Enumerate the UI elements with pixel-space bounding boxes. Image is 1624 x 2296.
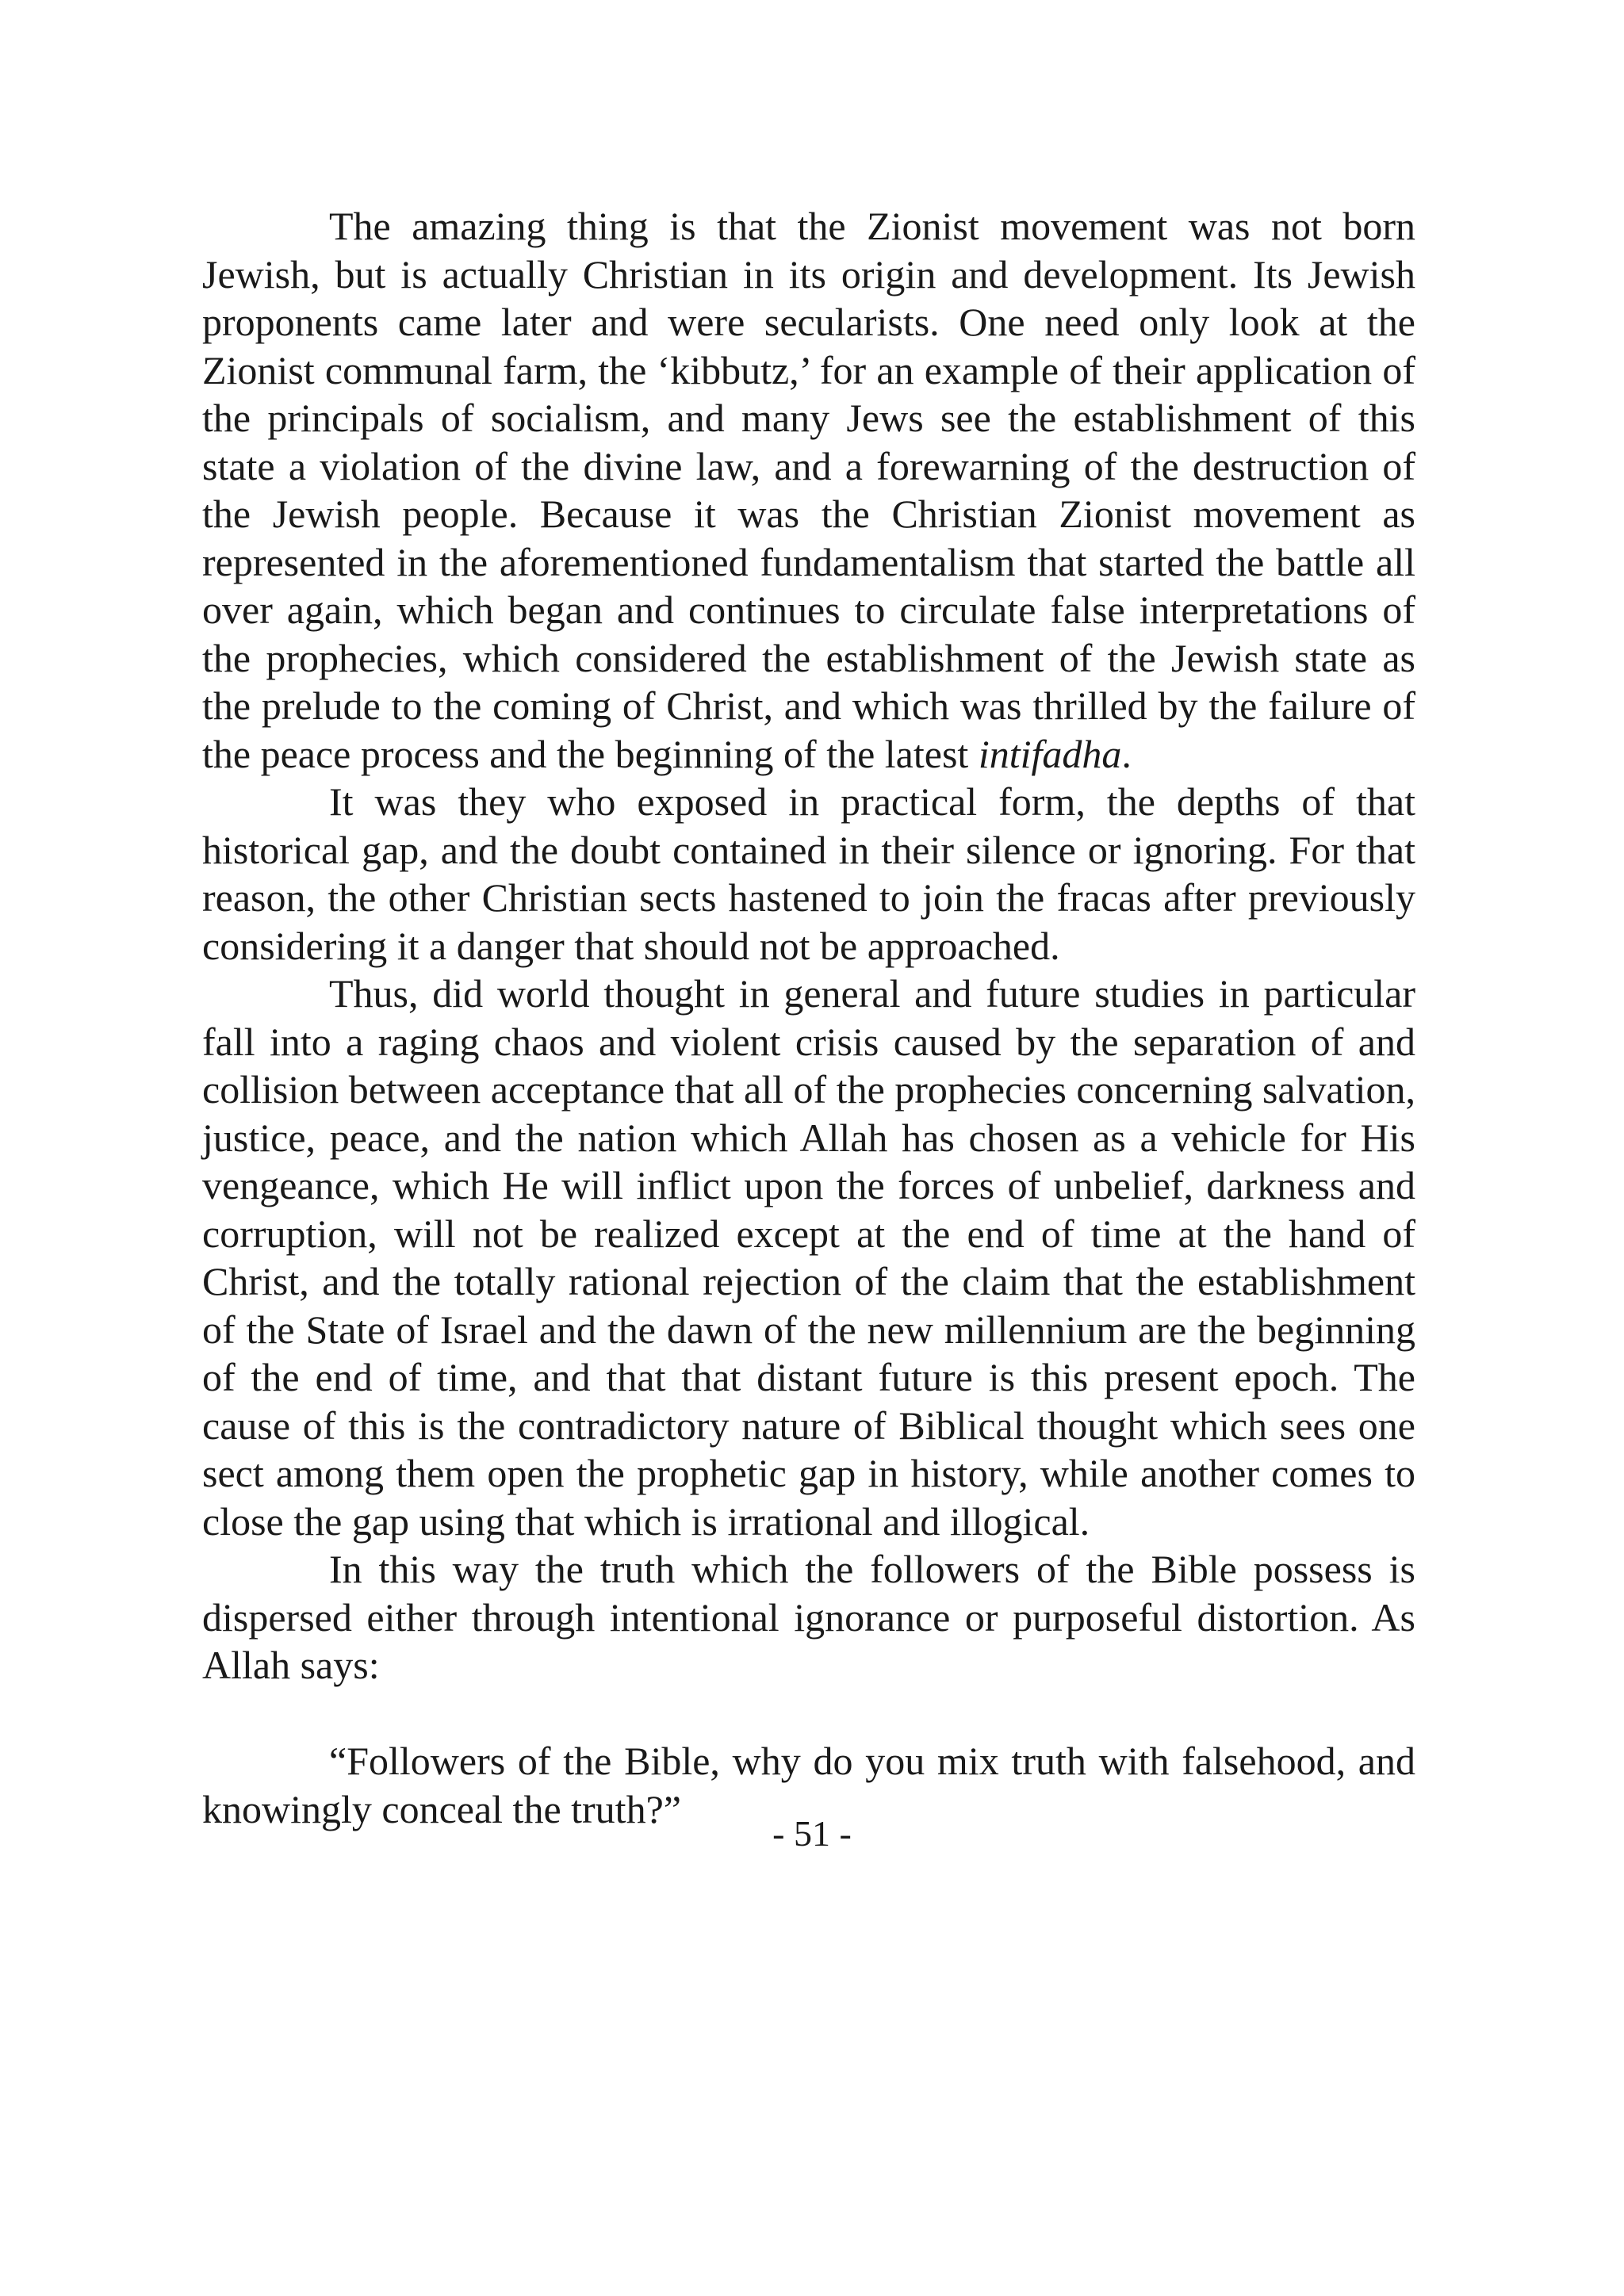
- italic-term-intifadha: intifadha: [978, 731, 1122, 776]
- paragraph-4: In this way the truth which the followers of the Bible possess is dispersed either through intentional ignorance or purposeful distortion. As Allah says:: [202, 1547, 1415, 1687]
- quotation: “Followers of the Bible, why do you mix truth with falsehood, and knowingly conceal the truth?”: [202, 1739, 1415, 1831]
- page-number: - 51 -: [772, 1813, 852, 1854]
- paragraph-2: It was they who exposed in practical form, the depths of that historical gap, and the doubt contained in their silence or ignoring. For that reason, the other Christian sects hastened to join the fracas after previously considering it a danger that should not be approached.: [202, 779, 1415, 968]
- paragraph-1-text: The amazing thing is that the Zionist movement was not born Jewish, but is actually Christian in its origin and development. Its Jewish proponents came later and were secularists. One need only look at the Zionist communal farm, the ‘kibbutz,’ for an example of their application of the principals of socialism, and many Jews see the establishment of this state a violation of the divine law, and a forewarning of the destruction of the Jewish people. Because it was the Christian Zionist movement as represented in the aforementioned fundamentalism that started the battle all over again, which began and continues to circulate false interpretations of the prophecies, which considered the establishment of the Jewish state as the prelude to the coming of Christ, and which was thrilled by the failure of the peace process and the beginning of the latest: [202, 204, 1415, 776]
- paragraph-1-end: .: [1121, 731, 1132, 776]
- body-text: [202, 202, 1415, 1833]
- paragraph-1: [202, 202, 1415, 778]
- paragraph-3: Thus, did world thought in general and future studies in particular fall into a raging chaos and violent crisis caused by the separation of and collision between acceptance that all of the prophecies concerning salvation, justice, peace, and the nation which Allah has chosen as a vehicle for His vengeance, which He will inflict upon the forces of unbelief, darkness and corruption, will not be realized except at the end of time at the hand of Christ, and the totally rational rejection of the claim that the establishment of the State of Israel and the dawn of the new millennium are the beginning of the end of time, and that that distant future is this present epoch. The cause of this is the contradictory nature of Biblical thought which sees one sect among them open the prophetic gap in history, while another comes to close the gap using that which is irrational and illogical.: [202, 971, 1415, 1544]
